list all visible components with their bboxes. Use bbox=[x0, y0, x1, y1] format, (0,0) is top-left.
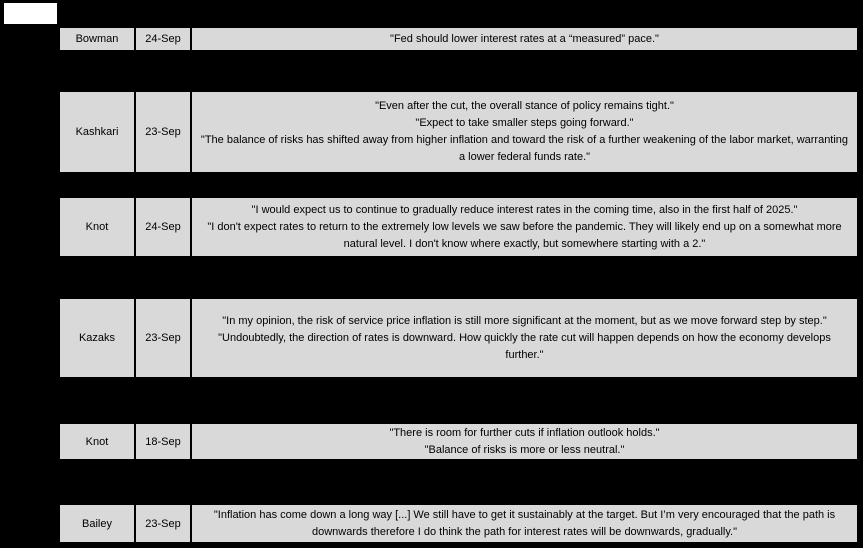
date-cell: 24-Sep bbox=[136, 28, 190, 50]
speaker-cell: Bowman bbox=[60, 28, 134, 50]
quote-cell bbox=[192, 299, 857, 377]
quote-text: "I would expect us to continue to gradually reduce interest rates in the coming time, also in the first half of 2025." bbox=[251, 203, 798, 216]
speaker-cell: Bailey bbox=[60, 505, 134, 542]
quote-cell bbox=[192, 28, 857, 50]
date-cell: 24-Sep bbox=[136, 198, 190, 256]
quote-text: "Fed should lower interest rates at a “measured” pace." bbox=[390, 32, 659, 45]
table-row bbox=[58, 196, 859, 258]
speaker-cell: Knot bbox=[60, 424, 134, 459]
quote-cell bbox=[192, 198, 857, 256]
speaker-cell: Kashkari bbox=[60, 92, 134, 172]
blank-corner-box bbox=[4, 3, 57, 24]
quote-text: "In my opinion, the risk of service price inflation is still more significant at the moment, but as we move forward step by step." bbox=[222, 314, 827, 327]
quote-text: "Even after the cut, the overall stance of policy remains tight." bbox=[375, 100, 674, 112]
quote-text: "Inflation has come down a long way [...] We still have to get it sustainably at the target. But I’m very encouraged that the path is downwards therefore I do think the path for interest rates will be downwards, gradually." bbox=[213, 508, 836, 538]
quote-cell bbox=[192, 92, 857, 172]
speaker-cell: Kazaks bbox=[60, 299, 134, 377]
table-row bbox=[58, 422, 859, 461]
speaker-cell: Knot bbox=[60, 198, 134, 256]
quote-text: "Balance of risks is more or less neutral." bbox=[424, 443, 625, 456]
quote-text: "Expect to take smaller steps going forward." bbox=[415, 117, 634, 129]
quote-cell bbox=[192, 505, 857, 542]
quote-text: "The balance of risks has shifted away from higher inflation and toward the risk of a further weakening of the labor market, warranting a lower federal funds rate." bbox=[200, 134, 849, 163]
quote-cell bbox=[192, 424, 857, 459]
quote-text: "I don't expect rates to return to the extremely low levels we saw before the pandemic. They will likely end up on a somewhat more natural level. I don't know where exactly, but somewhere starting with a 2." bbox=[207, 220, 842, 250]
date-cell: 18-Sep bbox=[136, 424, 190, 459]
date-cell: 23-Sep bbox=[136, 505, 190, 542]
date-cell: 23-Sep bbox=[136, 92, 190, 172]
date-cell: 23-Sep bbox=[136, 299, 190, 377]
quote-text: "There is room for further cuts if inflation outlook holds." bbox=[389, 426, 660, 439]
quote-text: "Undoubtedly, the direction of rates is downward. How quickly the rate cut will happen depends on how the economy develops further." bbox=[218, 331, 831, 361]
table-row bbox=[58, 297, 859, 379]
table-row bbox=[58, 503, 859, 544]
table-row bbox=[58, 90, 859, 174]
table-row bbox=[58, 26, 859, 52]
